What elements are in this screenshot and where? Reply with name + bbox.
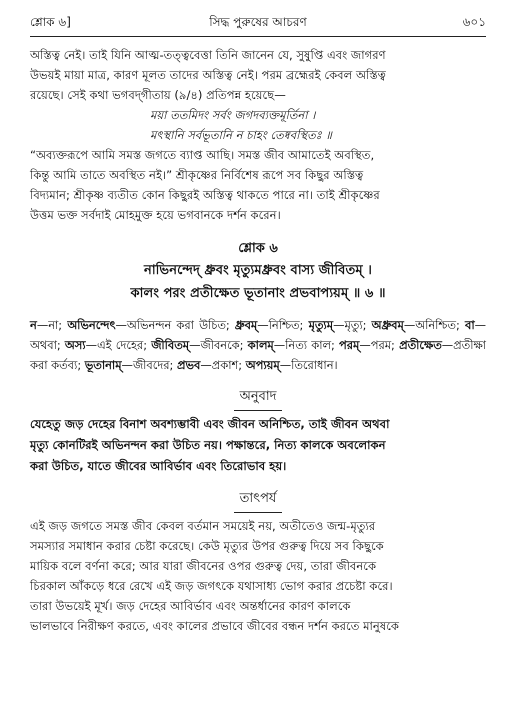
synonym-entry: ভূতানাম্‌—জীবদের; <box>84 358 174 372</box>
synonym-meaning: জীবদের; <box>132 358 174 372</box>
synonym-word: পরম্‌ <box>339 338 360 352</box>
explanation-line: “অব্যক্তরূপে আমি সমস্ত জগতে ব্যাপ্ত আছি। সমস্ত জীব আমাতেই অবস্থিত, <box>30 148 375 162</box>
synonym-entry: ধ্রুবম্‌—নিশ্চিত; <box>234 318 304 332</box>
purport-line: ভালভাবে নিরীক্ষণ করতে, এবং কালের প্রভাবে জীবের বন্ধন দর্শন করতে মানুষকে <box>30 619 399 633</box>
running-header <box>30 14 486 37</box>
synonym-meaning: পরম; <box>370 338 395 352</box>
purport-line: মায়িক বলে বর্ণনা করে; আর যারা জীবনের ওপর গুরুত্ব দেয়, তারা জীবনকে <box>30 559 377 573</box>
synonym-word: ভূতানাম্‌ <box>84 358 122 372</box>
synonym-word: প্রভব <box>177 358 201 372</box>
synonym-entry: প্রতীক্ষেত—প্রতীক্ষা করা কর্তব্য; <box>30 338 486 372</box>
synonym-word: অধ্রুবম্‌ <box>371 318 404 332</box>
sloka-line: নাভিনন্দেদ্‌ ধ্রুবং মৃত্যুমধ্রুবং বাস্য জীবিতম্‌ । <box>143 263 373 278</box>
synonym-word: অস্য <box>64 338 86 352</box>
page-number: ৬০১ <box>462 15 486 29</box>
synonym-meaning: জীবনকে; <box>200 338 244 352</box>
gita-verse-line: ময়া ততমিদং সর্বং জগদব্যক্তমূর্তিনা । <box>150 108 316 122</box>
purport-line: এই জড় জগতে সমস্ত জীব কেবল বর্তমান সময়েই নয়, অতীতেও জন্ম-মৃত্যুর <box>30 519 376 533</box>
synonym-entry: অপ্যয়ম্‌—তিরোধান। <box>245 358 338 372</box>
synonym-meaning: অনিশ্চিত; <box>415 318 460 332</box>
synonym-entry: প্রভব—প্রকাশ; <box>177 358 243 372</box>
header-chapter-title: সিদ্ধ পুরুষের আচরণ <box>209 15 307 29</box>
sloka-label: শ্লোক ৬ <box>238 241 278 256</box>
synonym-word: জীবিতম্‌ <box>151 338 190 352</box>
purport-heading <box>30 489 486 513</box>
synonym-word: মৃত্যুম্‌ <box>308 318 334 332</box>
purport-title: তাৎপর্য <box>234 489 283 513</box>
synonym-meaning: নিত্য কাল; <box>285 338 335 352</box>
intro-line: রয়েছে। সেই কথা ভগবদ্‌গীতায় (৯/৪) প্রতিপন্ন হয়েছে— <box>30 88 286 102</box>
sloka-line: কালং পরং প্রতীক্ষেত ভূতানাং প্রভবাপ্যয়ম্‌ ॥ ৬ ॥ <box>130 286 386 301</box>
translation-text <box>30 414 486 477</box>
purport-line: তারা উভয়েই মূর্খ। জড় দেহের আবির্ভাব এবং অন্তর্ধানের কারণ কালকে <box>30 599 351 613</box>
synonym-word: অপ্যয়ম্‌ <box>245 358 280 372</box>
intro-line: অস্তিত্ব নেই। তাই যিনি আত্ম-তত্ত্ববেত্তা তিনি জানেন যে, সুষুপ্তি এবং জাগরণ <box>30 48 386 62</box>
translation-heading <box>30 387 486 411</box>
explanation-line: উত্তম ভক্ত সর্বদাই মোহমুক্ত হয়ে ভগবানকে দর্শন করেন। <box>30 208 281 222</box>
synonym-word: ন <box>30 318 37 332</box>
gita-explanation <box>30 145 486 225</box>
gita-quote <box>30 105 486 145</box>
synonym-entry: অস্য—এই দেহের; <box>64 338 148 352</box>
synonym-entry: জীবিতম্‌—জীবনকে; <box>151 338 244 352</box>
explanation-line: বিদ্যমান; শ্রীকৃষ্ণ ব্যতীত কোন কিছুরই অস্তিত্ব থাকতে পারে না। তাই শ্রীকৃষ্ণের <box>30 188 380 202</box>
synonym-word: কালম্‌ <box>247 338 274 352</box>
translation-line: করা উচিত, যাতে জীবের আবির্ভাব এবং তিরোভাব হয়। <box>30 459 287 473</box>
synonym-entry: কালম্‌—নিত্য কাল; <box>247 338 335 352</box>
translation-title: অনুবাদ <box>234 387 283 411</box>
sloka-verse <box>30 259 486 305</box>
synonym-entry: অভিনন্দেৎ—অভিনন্দন করা উচিত; <box>67 318 230 332</box>
synonym-entry: পরম্‌—পরম; <box>339 338 395 352</box>
purport-line: চিরকাল আঁকড়ে ধরে রেখে এই জড় জগৎকে যথাসাধ্য ভোগ করার প্রচেষ্টা করে। <box>30 579 393 593</box>
synonym-word: বা <box>464 318 475 332</box>
synonym-meaning: না; <box>48 318 63 332</box>
purport-line: সমস্যার সমাধান করার চেষ্টা করেছে। কেউ মৃত্যুর উপর গুরুত্ব দিয়ে সব কিছুকে <box>30 539 384 553</box>
intro-line: উভয়ই মায়া মাত্র, কারণ মূলত তাদের অস্তিত্ব নেই। পরম ব্রহ্মেরই কেবল অস্তিত্ব <box>30 68 386 82</box>
synonym-meaning: নিশ্চিত; <box>268 318 304 332</box>
intro-paragraph <box>30 45 486 105</box>
word-synonyms <box>30 315 486 375</box>
purport-text <box>30 516 486 636</box>
translation-line: যেহেতু জড় দেহের বিনাশ অবশ্যম্ভাবী এবং জীবন অনিশ্চিত, তাই জীবন অথবা <box>30 417 390 431</box>
synonym-word: ধ্রুবম্‌ <box>234 318 258 332</box>
synonym-entry: বা—অথবা; <box>30 318 487 352</box>
synonym-entry: মৃত্যুম্‌—মৃত্যু; <box>308 318 367 332</box>
synonym-meaning: তিরোধান। <box>291 358 338 372</box>
synonym-meaning: মৃত্যু; <box>344 318 367 332</box>
synonym-entry: ন—না; <box>30 318 63 332</box>
synonym-entry: অধ্রুবম্‌—অনিশ্চিত; <box>371 318 460 332</box>
translation-line: মৃত্যু কোনটিরই অভিনন্দন করা উচিত নয়। পক্ষান্তরে, নিত্য কালকে অবলোকন <box>30 438 386 452</box>
synonym-word: অভিনন্দেৎ <box>67 318 116 332</box>
synonym-meaning: প্রকাশ; <box>211 358 243 372</box>
header-verse-ref: শ্লোক ৬] <box>30 15 71 29</box>
synonym-meaning: এই দেহের; <box>97 338 148 352</box>
synonym-meaning: অথবা; <box>30 338 61 352</box>
synonym-meaning: প্রতীক্ষা করা কর্তব্য; <box>30 338 486 372</box>
gita-verse-line: মৎস্থানি সর্বভূতানি ন চাহং তেষ্ববস্থিতঃ ॥ <box>150 128 332 142</box>
explanation-line: কিন্তু আমি তাতে অবস্থিত নই।” শ্রীকৃষ্ণের নির্বিশেষ রূপে সব কিছুর অস্তিত্ব <box>30 168 364 182</box>
synonym-meaning: অভিনন্দন করা উচিত; <box>126 318 230 332</box>
book-page <box>30 14 486 636</box>
synonym-word: প্রতীক্ষেত <box>399 338 442 352</box>
